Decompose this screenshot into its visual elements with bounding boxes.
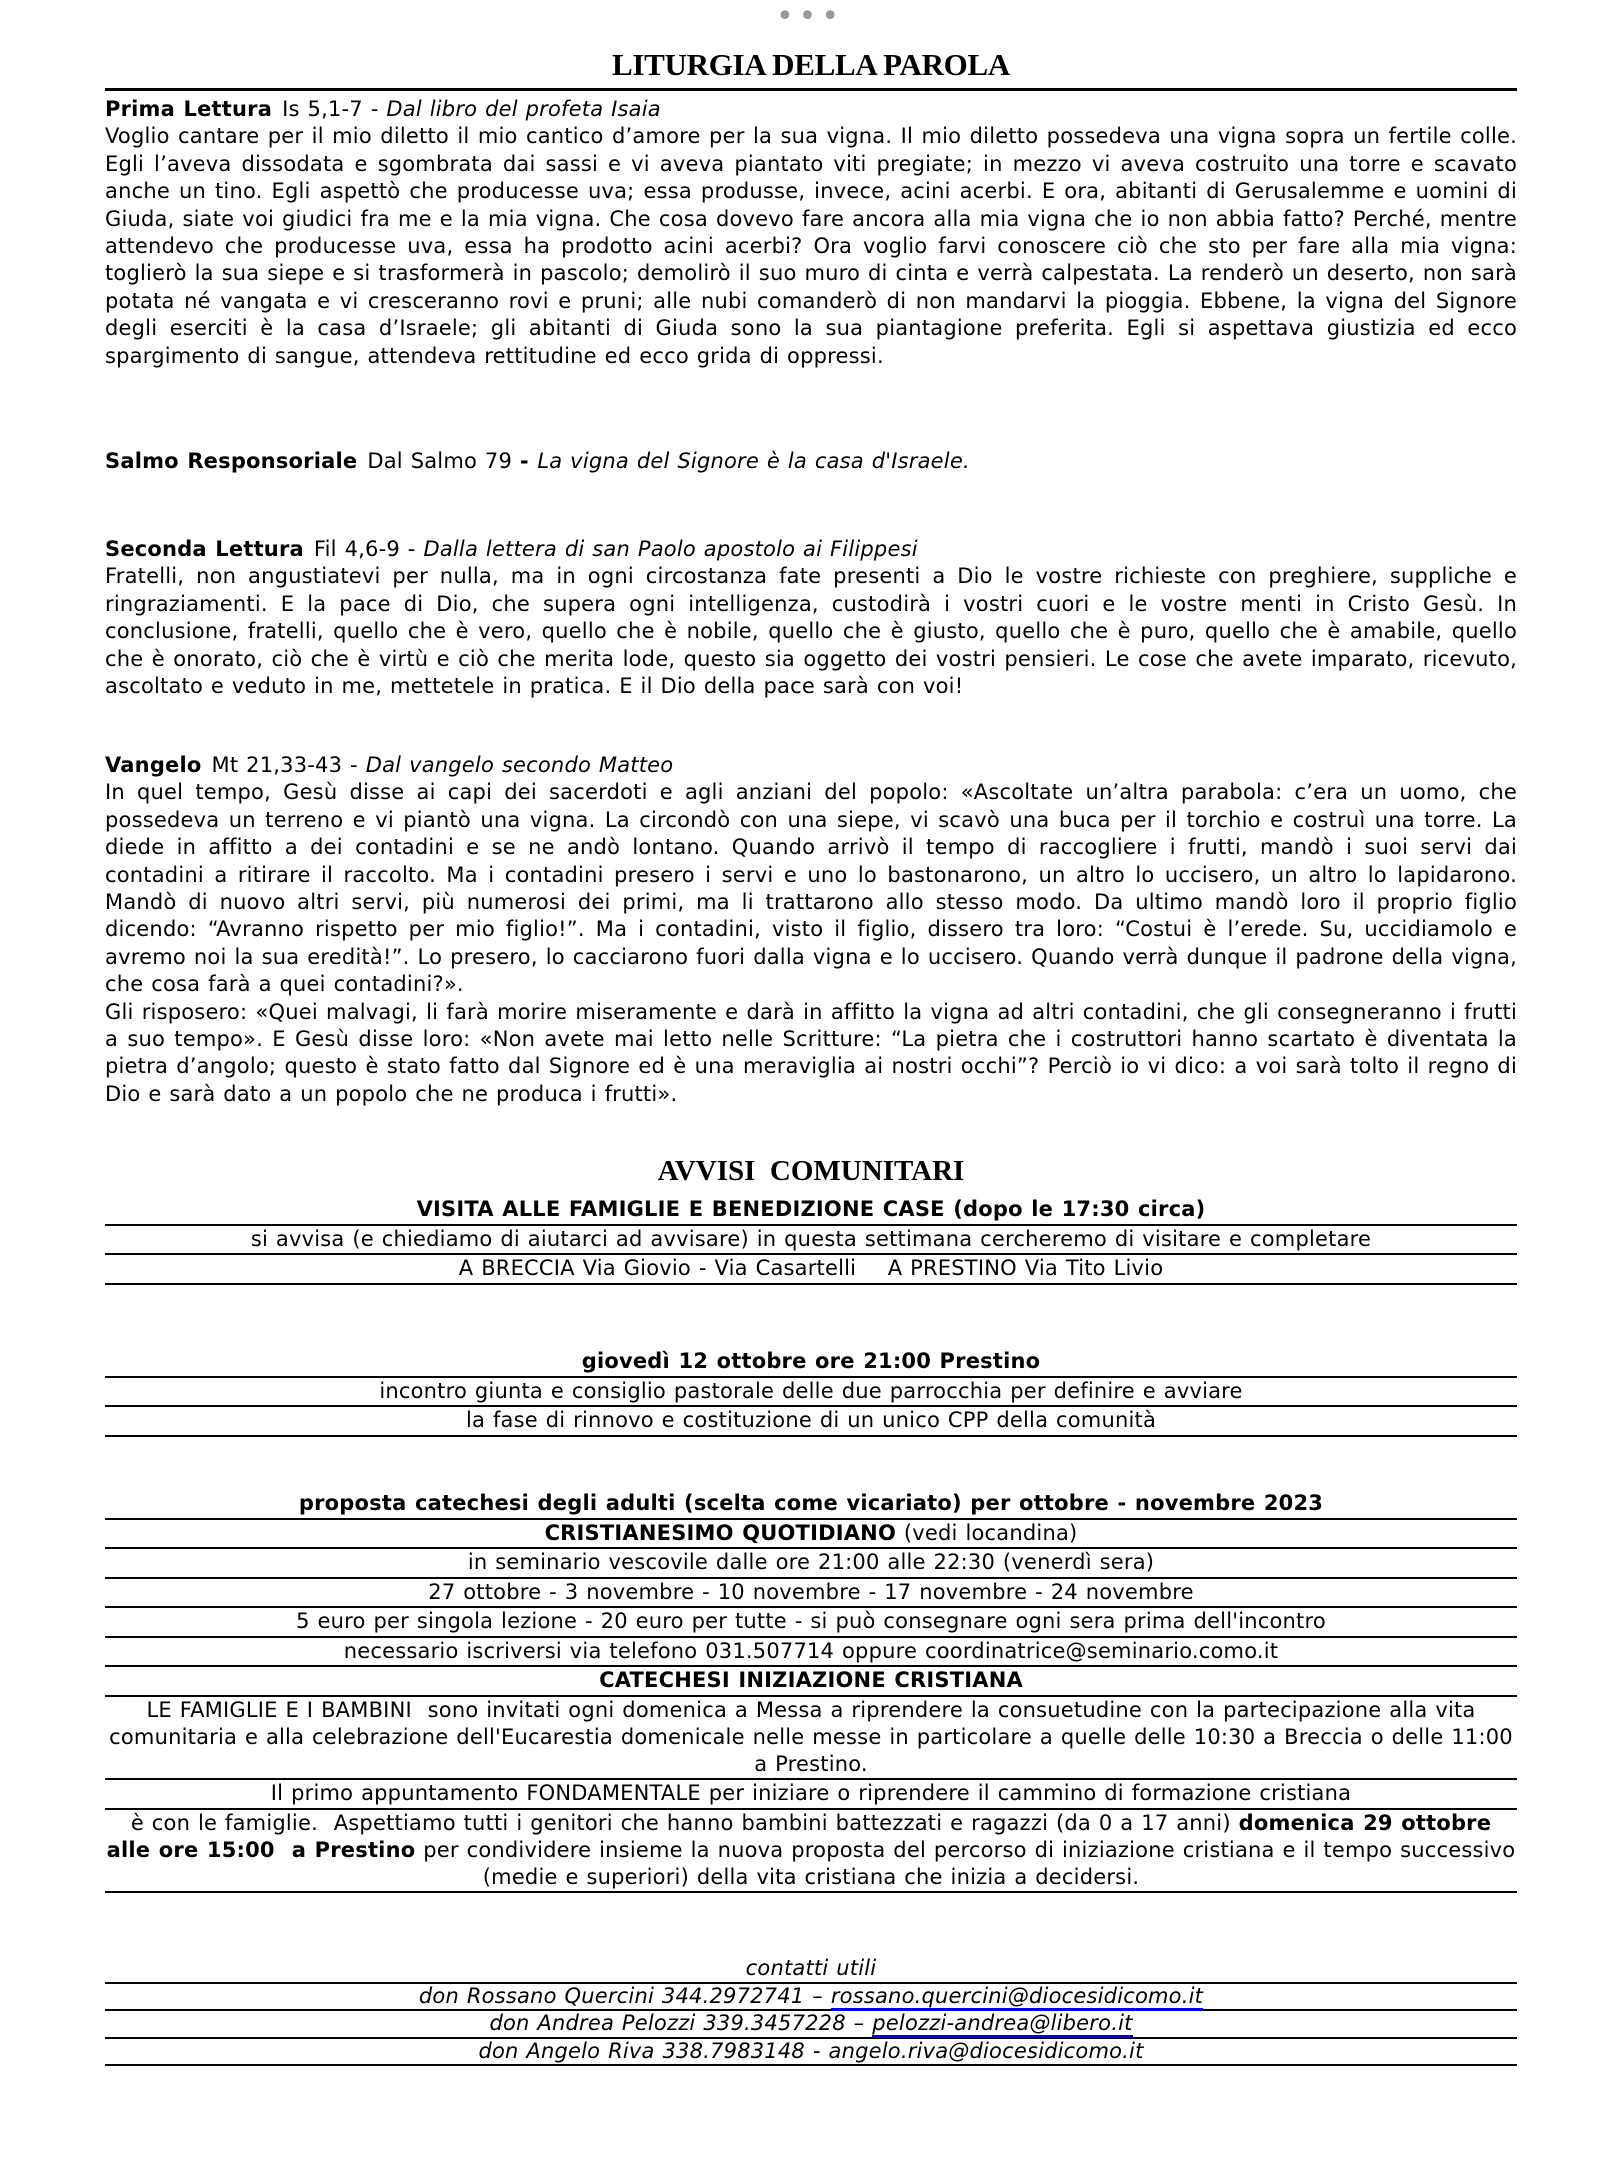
- contact-email-text: angelo.riva@diocesidicomo.it: [828, 2038, 1144, 2063]
- more-options-dots-icon: •••: [775, 0, 845, 34]
- avvisi-title: AVVISI COMUNITARI: [657, 1155, 965, 1187]
- contact-row: [105, 2011, 1517, 2039]
- gospel-body-paragraph-2: Gli risposero: «Quei malvagi, li farà morire miseramente e darà in affitto la vigna ad altri contadini, che gli consegneranno i frutti a suo tempo». E Gesù disse loro: «Non avete mai letto nelle Scritture: “La pietra che i costruttori hanno scartato è diventata la pietra d’angolo; questo è stato fatto dal Signore ed è una meraviglia ai nostri occhi”? Perciò io vi dico: a voi sarà tolto il regno di Dio e sarà dato a un popolo che ne produca i frutti».: [105, 999, 1517, 1106]
- contact-row: [105, 2039, 1517, 2067]
- announcement-cristianesimo-quotidiano: [105, 1520, 1517, 1550]
- announcement-catechesi-adulti-title: proposta catechesi degli adulti (scelta come vicariato) per ottobre - novembre 2023: [105, 1490, 1517, 1520]
- announcement-giovedi-line1: incontro giunta e consiglio pastorale delle due parrocchia per definire e avviare: [105, 1378, 1517, 1408]
- announcement-catechesi-line2: 27 ottobre - 3 novembre - 10 novembre - 17 novembre - 24 novembre: [105, 1579, 1517, 1609]
- reading-heading: [105, 536, 1517, 563]
- announcement-block-visita: [105, 1196, 1517, 1285]
- page-title: LITURGIA DELLA PAROLA: [612, 47, 1010, 82]
- reading-source: Dalla lettera di san Paolo apostolo ai Filippesi: [423, 537, 918, 561]
- announcement-block-giovedi: [105, 1348, 1517, 1437]
- contact-email-link[interactable]: pelozzi-andrea@libero.it: [872, 2011, 1132, 2038]
- section-vangelo: [105, 752, 1517, 1108]
- cristianesimo-quotidiano-note: (vedi locandina): [896, 1520, 1078, 1545]
- announcement-domenica-29: [105, 1810, 1517, 1894]
- salmo-line: [105, 448, 1517, 475]
- section-salmo: [105, 448, 1517, 475]
- salmo-label: Salmo Responsoriale: [105, 449, 358, 473]
- salmo-reference: Dal Salmo 79: [367, 449, 520, 473]
- announcement-primo-appuntamento: Il primo appuntamento FONDAMENTALE per iniziare o riprendere il cammino di formazione cristiana: [105, 1780, 1517, 1810]
- contact-row: [105, 1984, 1517, 2012]
- reading-heading: [105, 752, 1517, 779]
- announcement-block-catechesi: [105, 1490, 1517, 1893]
- contact-email-link[interactable]: rossano.quercini@diocesidicomo.it: [831, 1984, 1203, 2011]
- reading-reference: Is 5,1-7 -: [282, 97, 387, 121]
- contact-name-phone: don Rossano Quercini 344.2972741 –: [418, 1983, 831, 2008]
- section-prima-lettura: [105, 96, 1517, 370]
- announcement-giovedi-title: giovedì 12 ottobre ore 21:00 Prestino: [105, 1348, 1517, 1378]
- announcement-visita-title: VISITA ALLE FAMIGLIE E BENEDIZIONE CASE (dopo le 17:30 circa): [105, 1196, 1517, 1226]
- reading-heading: [105, 96, 1517, 123]
- contact-name-phone: don Angelo Riva 338.7983148 -: [478, 2038, 829, 2063]
- announcement-catechesi-line4: necessario iscriversi via telefono 031.507714 oppure coordinatrice@seminario.como.it: [105, 1638, 1517, 1668]
- salmo-dash: -: [519, 449, 538, 473]
- announcement-visita-line1: si avvisa (e chiediamo di aiutarci ad avvisare) in questa settimana cercheremo di visitare e completare: [105, 1226, 1517, 1256]
- announcement-catechesi-line3: 5 euro per singola lezione - 20 euro per tutte - si può consegnare ogni sera prima dell'incontro: [105, 1608, 1517, 1638]
- domenica-29-pre: è con le famiglie. Aspettiamo tutti i genitori che hanno bambini battezzati e ragazzi (da 0 a 17 anni): [130, 1810, 1239, 1835]
- salmo-antiphon: La vigna del Signore è la casa d'Israele.: [537, 449, 970, 473]
- announcement-visita-line2: A BRECCIA Via Giovio - Via Casartelli A PRESTINO Via Tito Livio: [105, 1255, 1517, 1285]
- section-seconda-lettura: [105, 536, 1517, 700]
- reading-body: Voglio cantare per il mio diletto il mio cantico d’amore per la sua vigna. Il mio diletto possedeva una vigna sopra un fertile colle. Egli l’aveva dissodata e sgombrata dai sassi e vi aveva piantato viti pregiate; in mezzo vi aveva costruito una torre e scavato anche un tino. Egli aspettò che producesse uva; essa produsse, invece, acini acerbi. E ora, abitanti di Gerusalemme e uomini di Giuda, siate voi giudici fra me e la mia vigna. Che cosa dovevo fare ancora alla mia vigna che io non abbia fatto? Perché, mentre attendevo che producesse uva, essa ha prodotto acini acerbi? Ora voglio farvi conoscere ciò che sto per fare alla mia vigna: toglierò la sua siepe e si trasformerà in pascolo; demolirò il suo muro di cinta e verrà calpestata. La renderò un deserto, non sarà potata né vangata e vi cresceranno rovi e pruni; alle nubi comanderò di non mandarvi la pioggia. Ebbene, la vigna del Signore degli eserciti è la casa d’Israele; gli abitanti di Giuda sono la sua piantagione preferita. Egli si aspettava giustizia ed ecco spargimento di sangue, attendeva rettitudine ed ecco grida di oppressi.: [105, 124, 1517, 368]
- reading-label: Vangelo: [105, 753, 202, 777]
- cristianesimo-quotidiano-bold: CRISTIANESIMO QUOTIDIANO: [544, 1520, 897, 1545]
- domenica-29-post: per condividere insieme la nuova proposta del percorso di iniziazione cristiana e il tempo successivo (medie e superiori) della vita cristiana che inizia a decidersi.: [415, 1837, 1516, 1889]
- reading-source: Dal libro del profeta Isaia: [386, 97, 661, 121]
- reading-reference: Mt 21,33-43 -: [211, 753, 366, 777]
- reading-label: Prima Lettura: [105, 97, 273, 121]
- reading-body: Fratelli, non angustiatevi per nulla, ma in ogni circostanza fate presenti a Dio le vostre richieste con preghiere, suppliche e ringraziamenti. E la pace di Dio, che supera ogni intelligenza, custodirà i vostri cuori e le vostre menti in Cristo Gesù. In conclusione, fratelli, quello che è vero, quello che è nobile, quello che è giusto, quello che è puro, quello che è amabile, quello che è onorato, ciò che è virtù e ciò che merita lode, questo sia oggetto dei vostri pensieri. Le cose che avete imparato, ricevuto, ascoltato e veduto in me, mettetele in pratica. E il Dio della pace sarà con voi!: [105, 564, 1517, 699]
- reading-reference: Fil 4,6-9 -: [313, 537, 424, 561]
- announcement-famiglie-bambini: LE FAMIGLIE E I BAMBINI sono invitati ogni domenica a Messa a riprendere la consuetudine con la partecipazione alla vita comunitaria e alla celebrazione dell'Eucarestia domenicale nelle messe in particolare a quelle delle 10:30 a Breccia o delle 11:00 a Prestino.: [105, 1697, 1517, 1781]
- title-divider: [105, 88, 1517, 91]
- announcement-catechesi-line1: in seminario vescovile dalle ore 21:00 alle 22:30 (venerdì sera): [105, 1549, 1517, 1579]
- announcement-giovedi-line2: la fase di rinnovo e costituzione di un unico CPP della comunità: [105, 1407, 1517, 1437]
- reading-source: Dal vangelo secondo Matteo: [365, 753, 674, 777]
- reading-label: Seconda Lettura: [105, 537, 304, 561]
- announcement-iniziazione-title: CATECHESI INIZIAZIONE CRISTIANA: [105, 1667, 1517, 1697]
- contacts-block: [105, 1956, 1517, 2066]
- contact-name-phone: don Andrea Pelozzi 339.3457228 –: [489, 2011, 873, 2035]
- contacts-title: contatti utili: [105, 1956, 1517, 1984]
- gospel-body-paragraph-1: In quel tempo, Gesù disse ai capi dei sacerdoti e agli anziani del popolo: «Ascoltate un’altra parabola: c’era un uomo, che possedeva un terreno e vi piantò una vigna. La circondò con una siepe, vi scavò una buca per il torchio e costruì una torre. La diede in affitto a dei contadini e se ne andò lontano. Quando arrivò il tempo di raccogliere i frutti, mandò i suoi servi dai contadini a ritirare il raccolto. Ma i contadini presero i servi e uno lo bastonarono, un altro lo uccisero, un altro lo lapidarono. Mandò di nuovo altri servi, più numerosi dei primi, ma li trattarono allo stesso modo. Da ultimo mandò loro il proprio figlio dicendo: “Avranno rispetto per mio figlio!”. Ma i contadini, visto il figlio, dissero tra loro: “Costui è l’erede. Su, uccidiamolo e avremo noi la sua eredità!”. Lo presero, lo cacciarono fuori dalla vigna e lo uccisero. Quando verrà dunque il padrone della vigna, che cosa farà a quei contadini?».: [105, 780, 1517, 997]
- domenica-29-bold: domenica 29 ottobre alle ore 15:00 a Prestino: [106, 1810, 1492, 1862]
